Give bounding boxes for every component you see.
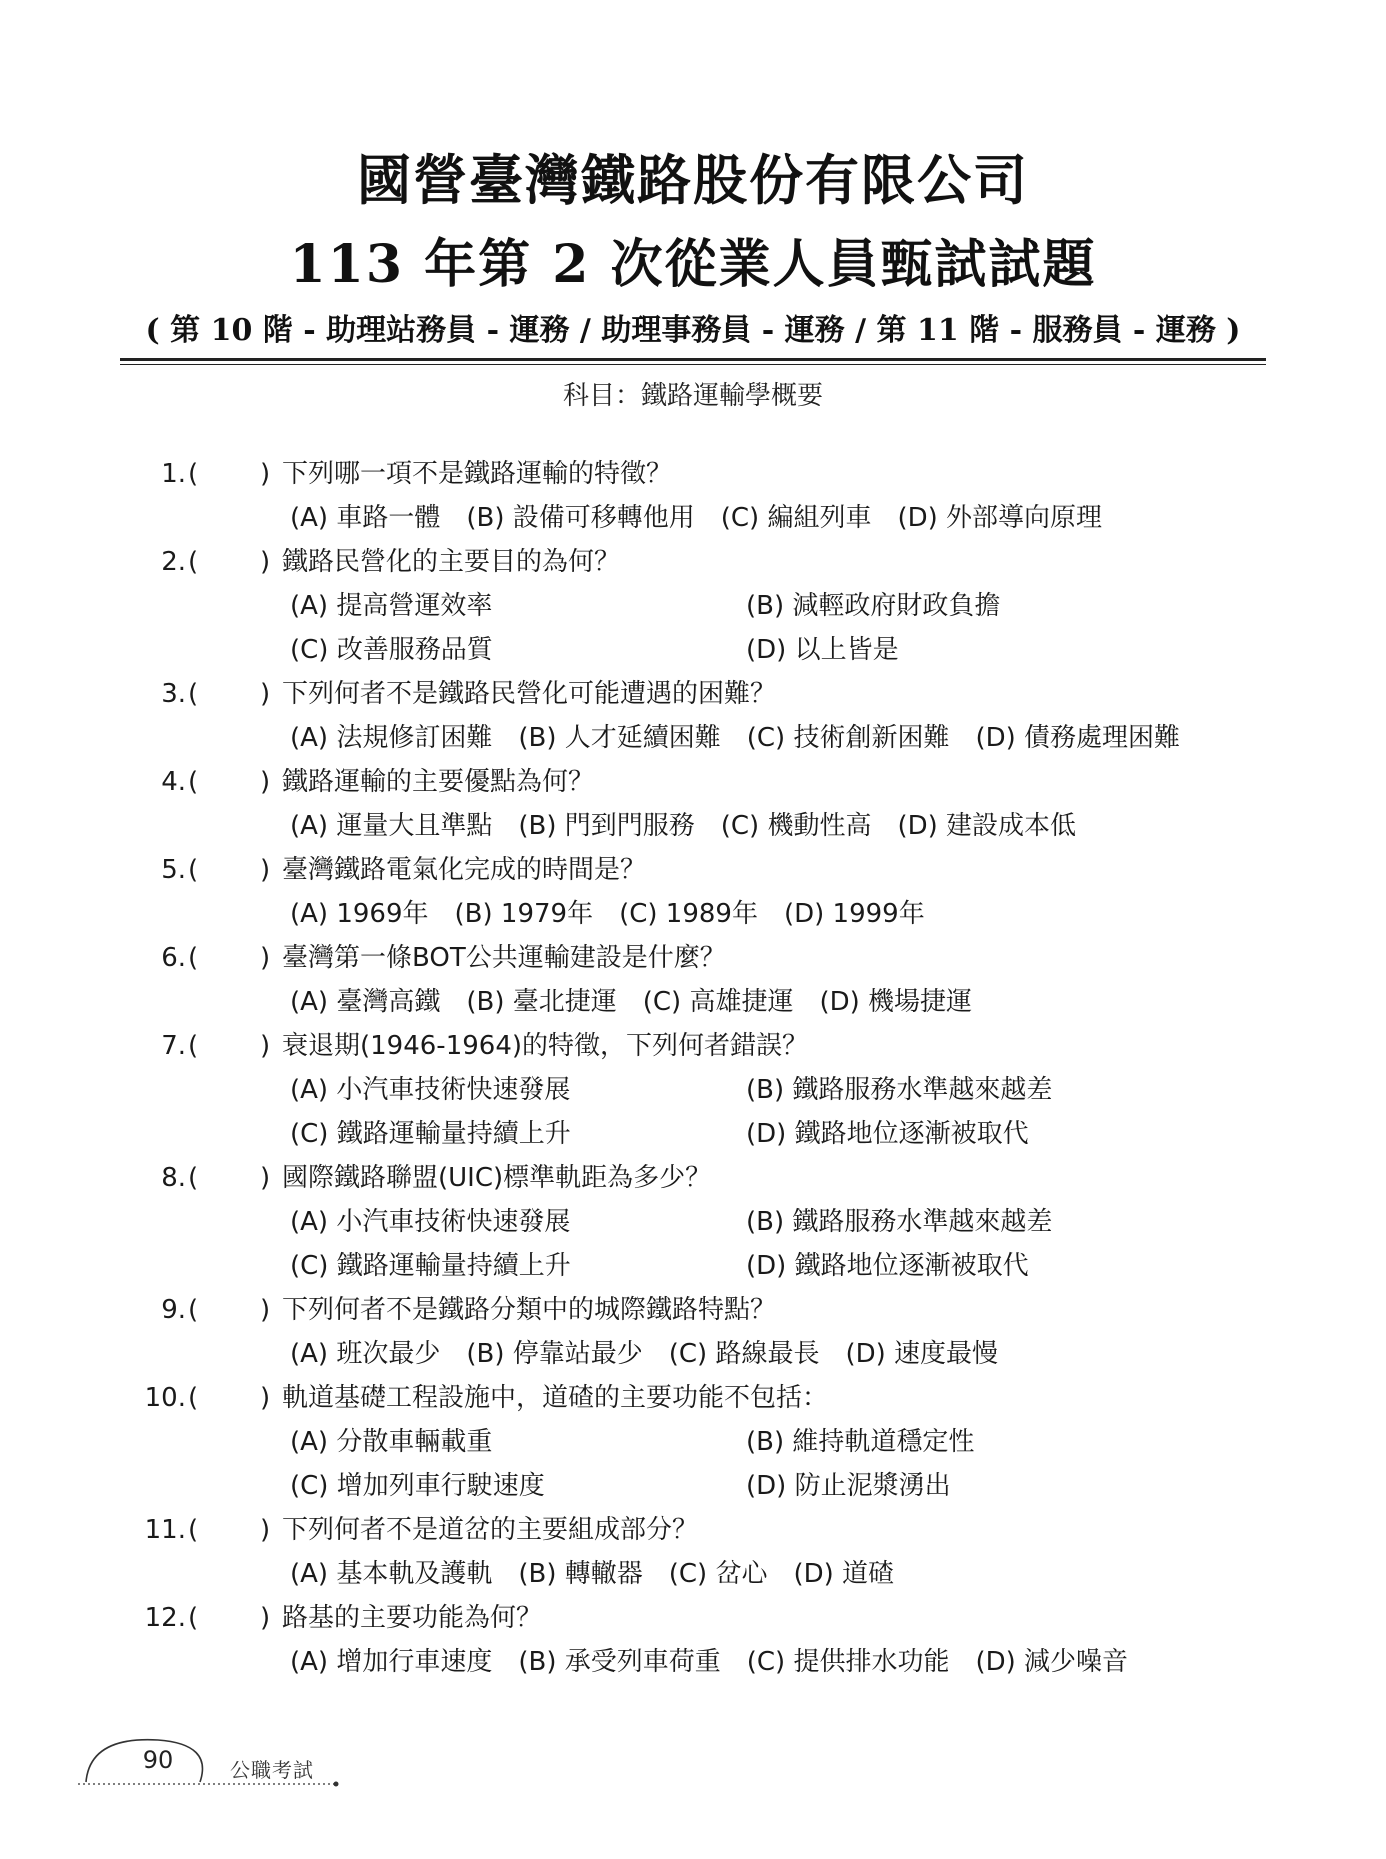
answer-blank-close: ) (260, 767, 271, 797)
options-row (0, 1200, 1386, 1244)
question-number: 12. (144, 1603, 186, 1633)
answer-blank-close: ) (260, 1603, 271, 1633)
question-stem (0, 1508, 1386, 1552)
options-row (0, 628, 1386, 672)
question-item (0, 1156, 1386, 1288)
answer-blank-close: ) (260, 679, 271, 709)
question-text: 衰退期(1946-1964)的特徵，下列何者錯誤？ (282, 1031, 809, 1061)
question-item (0, 1508, 1386, 1596)
answer-blank-close: ) (260, 547, 271, 577)
option-d: (D) 外部導向原理 (897, 503, 1103, 533)
option-d: (D) 道碴 (793, 1559, 895, 1589)
question-text: 軌道基礎工程設施中，道碴的主要功能不包括： (282, 1383, 829, 1413)
question-text: 下列哪一項不是鐵路運輸的特徵？ (282, 459, 673, 489)
footer-brand: 公職考試 (230, 1758, 314, 1782)
answer-blank-open: ( (188, 943, 199, 973)
question-text: 國際鐵路聯盟(UIC)標準軌距為多少？ (282, 1163, 712, 1193)
question-number: 8. (161, 1163, 186, 1193)
question-item (0, 1376, 1386, 1508)
option-d: (D) 建設成本低 (897, 811, 1077, 841)
option-a: (A) 增加行車速度 (290, 1647, 493, 1677)
header-divider-thin (120, 364, 1266, 365)
options-row (0, 1332, 1386, 1376)
answer-blank-open: ( (188, 1515, 199, 1545)
exam-title-positions: ( 第 10 階 - 助理站務員 - 運務 / 助理事務員 - 運務 / 第 11 階 - 服務員 - 運務 ) (145, 313, 1241, 348)
option-b: (B) 臺北捷運 (466, 987, 617, 1017)
answer-blank-open: ( (188, 1603, 199, 1633)
option-b: (B) 1979年 (454, 899, 594, 929)
question-item (0, 672, 1386, 760)
option-c: (C) 1989年 (619, 899, 758, 929)
question-stem (0, 1596, 1386, 1640)
option-b: (B) 維持軌道穩定性 (746, 1427, 975, 1457)
question-number: 6. (161, 943, 186, 973)
option-b: (B) 減輕政府財政負擔 (746, 591, 1001, 621)
options-row (0, 716, 1386, 760)
option-d: (D) 防止泥漿湧出 (746, 1471, 951, 1501)
question-stem (0, 1156, 1386, 1200)
option-c: (C) 路線最長 (668, 1339, 820, 1369)
question-number: 1. (161, 459, 186, 489)
answer-blank-open: ( (188, 1031, 199, 1061)
question-stem (0, 452, 1386, 496)
answer-blank-open: ( (188, 547, 199, 577)
option-b: (B) 停靠站最少 (466, 1339, 643, 1369)
question-stem (0, 672, 1386, 716)
option-c: (C) 鐵路運輸量持續上升 (290, 1251, 571, 1281)
question-number: 10. (144, 1383, 186, 1413)
question-stem (0, 848, 1386, 892)
answer-blank-close: ) (260, 1383, 271, 1413)
option-c: (C) 高雄捷運 (642, 987, 794, 1017)
option-b: (B) 承受列車荷重 (518, 1647, 721, 1677)
option-b: (B) 設備可移轉他用 (466, 503, 695, 533)
question-text: 路基的主要功能為何？ (282, 1603, 543, 1633)
option-a: (A) 班次最少 (290, 1339, 441, 1369)
question-number: 5. (161, 855, 186, 885)
question-item (0, 452, 1386, 540)
question-number: 9. (161, 1295, 186, 1325)
option-a: (A) 提高營運效率 (290, 591, 493, 621)
options-row (0, 1112, 1386, 1156)
question-text: 下列何者不是道岔的主要組成部分？ (282, 1515, 699, 1545)
answer-blank-close: ) (260, 943, 271, 973)
exam-title-company: 國營臺灣鐵路股份有限公司 (357, 148, 1029, 212)
question-number: 7. (161, 1031, 186, 1061)
question-stem (0, 760, 1386, 804)
option-c: (C) 技術創新困難 (746, 723, 950, 753)
options-row (0, 496, 1386, 540)
options-row (0, 1552, 1386, 1596)
answer-blank-open: ( (188, 1295, 199, 1325)
option-a: (A) 基本軌及護軌 (290, 1559, 493, 1589)
answer-blank-close: ) (260, 459, 271, 489)
option-a: (A) 分散車輛載重 (290, 1427, 493, 1457)
question-item (0, 848, 1386, 936)
option-a: (A) 1969年 (290, 899, 429, 929)
options-row (0, 804, 1386, 848)
question-text: 臺灣鐵路電氣化完成的時間是？ (282, 855, 647, 885)
option-a: (A) 運量大且準點 (290, 811, 493, 841)
page-footer (78, 1726, 378, 1796)
answer-blank-open: ( (188, 459, 199, 489)
option-d: (D) 減少噪音 (975, 1647, 1129, 1677)
question-number: 2. (161, 547, 186, 577)
option-b: (B) 人才延續困難 (518, 723, 721, 753)
option-a: (A) 車路一體 (290, 503, 441, 533)
option-a: (A) 小汽車技術快速發展 (290, 1075, 571, 1105)
question-stem (0, 1288, 1386, 1332)
exam-title-session: 113 年第 2 次從業人員甄試試題 (289, 234, 1097, 295)
option-b: (B) 鐵路服務水準越來越差 (746, 1207, 1053, 1237)
question-item (0, 1288, 1386, 1376)
answer-blank-open: ( (188, 855, 199, 885)
option-c: (C) 岔心 (668, 1559, 768, 1589)
question-item (0, 760, 1386, 848)
option-b: (B) 門到門服務 (518, 811, 695, 841)
question-text: 臺灣第一條BOT公共運輸建設是什麼？ (282, 943, 726, 973)
question-list (0, 452, 1386, 1684)
question-stem (0, 540, 1386, 584)
question-number: 11. (144, 1515, 186, 1545)
options-row (0, 980, 1386, 1024)
option-c: (C) 改善服務品質 (290, 635, 493, 665)
option-d: (D) 以上皆是 (746, 635, 899, 665)
page-number: 90 (142, 1746, 174, 1774)
question-number: 3. (161, 679, 186, 709)
exam-subject: 科目：鐵路運輸學概要 (562, 381, 823, 411)
answer-blank-close: ) (260, 1295, 271, 1325)
option-c: (C) 提供排水功能 (746, 1647, 950, 1677)
option-d: (D) 鐵路地位逐漸被取代 (746, 1251, 1029, 1281)
options-row (0, 584, 1386, 628)
answer-blank-close: ) (260, 1515, 271, 1545)
question-stem (0, 1376, 1386, 1420)
answer-blank-open: ( (188, 1383, 199, 1413)
answer-blank-open: ( (188, 767, 199, 797)
answer-blank-open: ( (188, 679, 199, 709)
question-number: 4. (161, 767, 186, 797)
option-b: (B) 轉轍器 (518, 1559, 643, 1589)
option-d: (D) 債務處理困難 (975, 723, 1181, 753)
option-c: (C) 增加列車行駛速度 (290, 1471, 545, 1501)
answer-blank-close: ) (260, 1031, 271, 1061)
option-a: (A) 小汽車技術快速發展 (290, 1207, 571, 1237)
options-row (0, 1244, 1386, 1288)
footer-ornament (78, 1726, 378, 1796)
option-c: (C) 鐵路運輸量持續上升 (290, 1119, 571, 1149)
answer-blank-open: ( (188, 1163, 199, 1193)
option-d: (D) 1999年 (783, 899, 925, 929)
question-item (0, 1596, 1386, 1684)
option-c: (C) 機動性高 (720, 811, 872, 841)
question-text: 鐵路民營化的主要目的為何？ (282, 547, 621, 577)
answer-blank-close: ) (260, 1163, 271, 1193)
options-row (0, 892, 1386, 936)
option-c: (C) 編組列車 (720, 503, 872, 533)
header-divider-thick (120, 358, 1266, 361)
option-d: (D) 速度最慢 (845, 1339, 999, 1369)
option-a: (A) 臺灣高鐵 (290, 987, 441, 1017)
answer-blank-close: ) (260, 855, 271, 885)
options-row (0, 1640, 1386, 1684)
question-text: 下列何者不是鐵路民營化可能遭遇的困難？ (282, 679, 777, 709)
question-item (0, 540, 1386, 672)
options-row (0, 1068, 1386, 1112)
option-a: (A) 法規修訂困難 (290, 723, 493, 753)
question-item (0, 936, 1386, 1024)
options-row (0, 1420, 1386, 1464)
question-text: 下列何者不是鐵路分類中的城際鐵路特點？ (282, 1295, 777, 1325)
option-d: (D) 機場捷運 (819, 987, 973, 1017)
option-d: (D) 鐵路地位逐漸被取代 (746, 1119, 1029, 1149)
question-item (0, 1024, 1386, 1156)
option-b: (B) 鐵路服務水準越來越差 (746, 1075, 1053, 1105)
question-stem (0, 1024, 1386, 1068)
options-row (0, 1464, 1386, 1508)
question-text: 鐵路運輸的主要優點為何？ (282, 767, 595, 797)
question-stem (0, 936, 1386, 980)
